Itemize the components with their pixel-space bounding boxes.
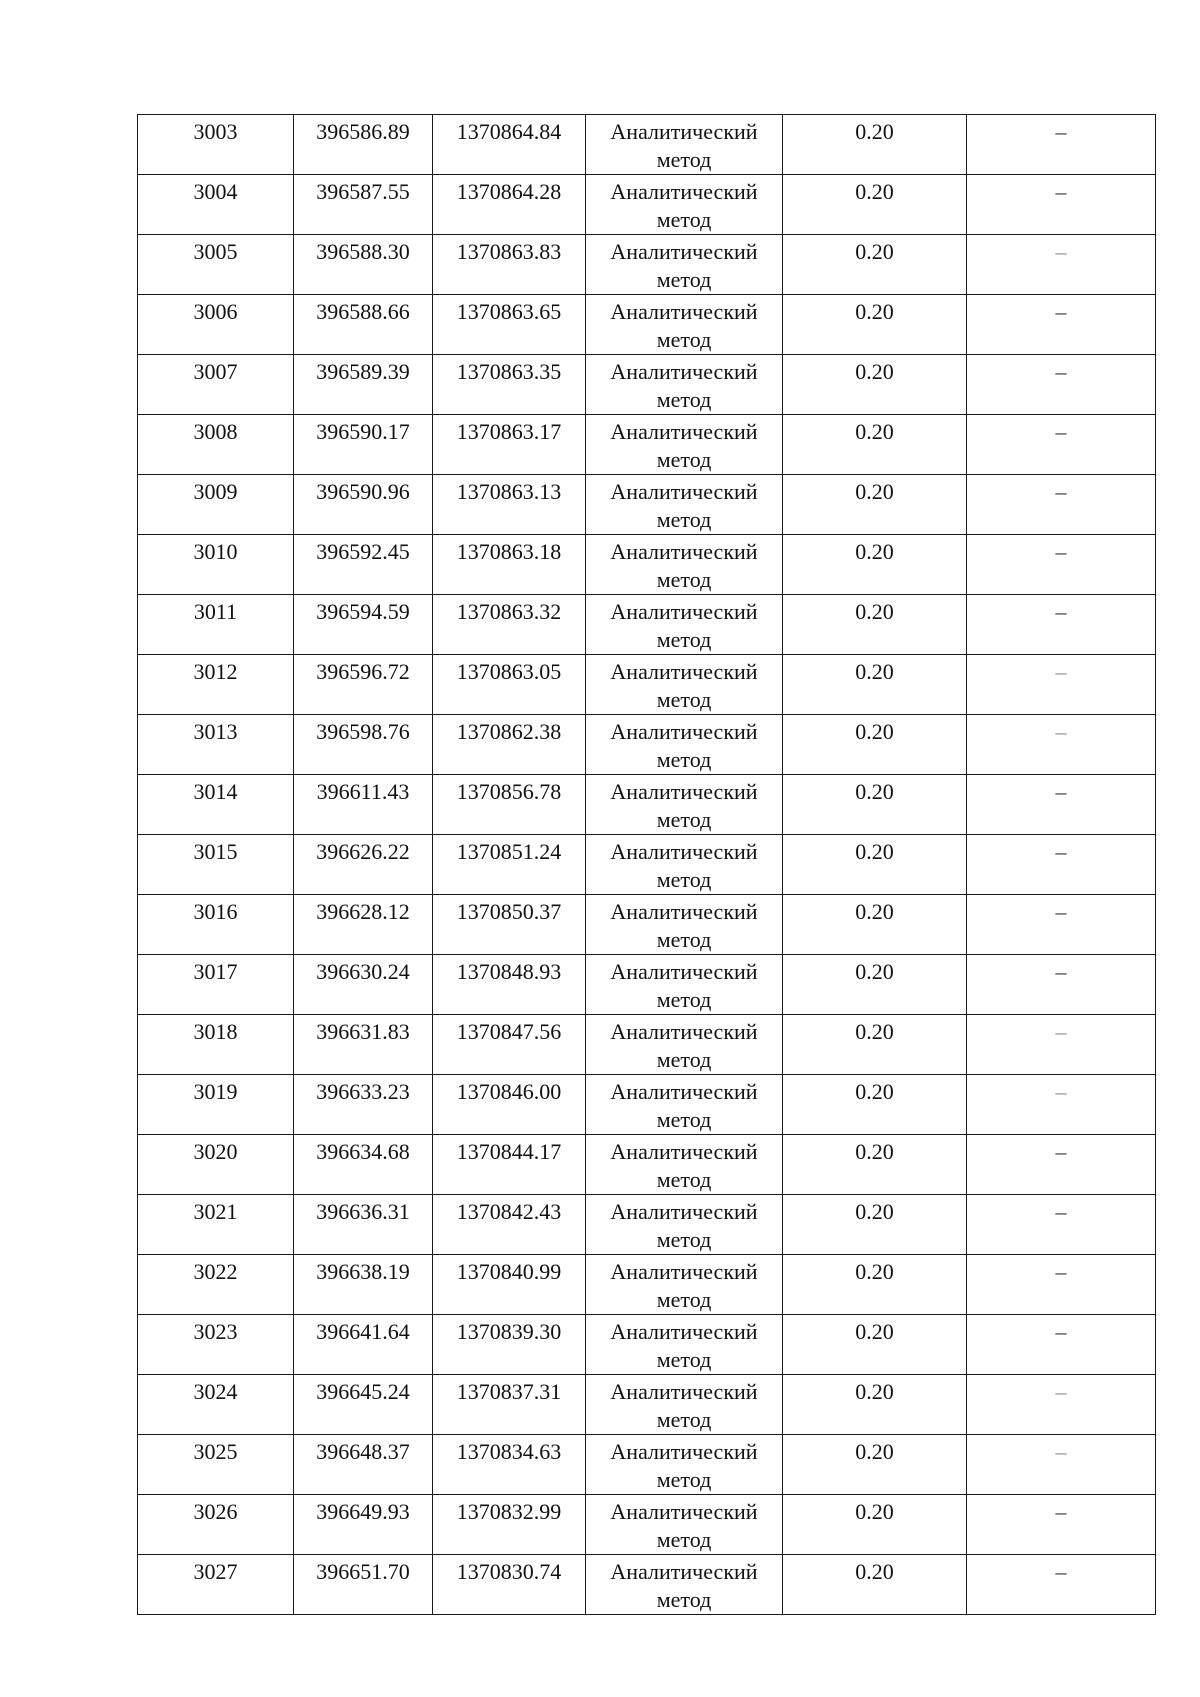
x-coordinate-cell: 396638.19 bbox=[294, 1255, 433, 1315]
x-coordinate-cell: 396634.68 bbox=[294, 1135, 433, 1195]
method-line-1: Аналитический bbox=[610, 119, 758, 144]
method-cell bbox=[586, 1135, 783, 1195]
point-number-cell: 3007 bbox=[138, 355, 294, 415]
note-cell: – bbox=[967, 1015, 1156, 1075]
precision-cell: 0.20 bbox=[783, 295, 967, 355]
method-line-2: метод bbox=[656, 747, 712, 772]
note-cell: – bbox=[967, 1315, 1156, 1375]
method-line-2: метод bbox=[656, 267, 712, 292]
point-number-cell: 3015 bbox=[138, 835, 294, 895]
table-row bbox=[138, 895, 1156, 955]
note-cell: – bbox=[967, 535, 1156, 595]
precision-cell: 0.20 bbox=[783, 1255, 967, 1315]
method-line-2: метод bbox=[656, 867, 712, 892]
method-line-1: Аналитический bbox=[610, 959, 758, 984]
method-cell bbox=[586, 1315, 783, 1375]
precision-cell: 0.20 bbox=[783, 715, 967, 775]
method-cell bbox=[586, 295, 783, 355]
y-coordinate-cell: 1370864.28 bbox=[433, 175, 586, 235]
method-line-1: Аналитический bbox=[610, 1019, 758, 1044]
method-line-2: метод bbox=[656, 1047, 712, 1072]
point-number-cell: 3008 bbox=[138, 415, 294, 475]
method-cell bbox=[586, 115, 783, 175]
precision-cell: 0.20 bbox=[783, 475, 967, 535]
precision-cell: 0.20 bbox=[783, 775, 967, 835]
x-coordinate-cell: 396598.76 bbox=[294, 715, 433, 775]
y-coordinate-cell: 1370863.05 bbox=[433, 655, 586, 715]
point-number-cell: 3024 bbox=[138, 1375, 294, 1435]
x-coordinate-cell: 396586.89 bbox=[294, 115, 433, 175]
y-coordinate-cell: 1370863.18 bbox=[433, 535, 586, 595]
y-coordinate-cell: 1370840.99 bbox=[433, 1255, 586, 1315]
table-row bbox=[138, 475, 1156, 535]
x-coordinate-cell: 396626.22 bbox=[294, 835, 433, 895]
table-row bbox=[138, 415, 1156, 475]
x-coordinate-cell: 396590.17 bbox=[294, 415, 433, 475]
precision-cell: 0.20 bbox=[783, 1555, 967, 1615]
x-coordinate-cell: 396636.31 bbox=[294, 1195, 433, 1255]
method-line-1: Аналитический bbox=[610, 779, 758, 804]
x-coordinate-cell: 396651.70 bbox=[294, 1555, 433, 1615]
y-coordinate-cell: 1370856.78 bbox=[433, 775, 586, 835]
point-number-cell: 3016 bbox=[138, 895, 294, 955]
precision-cell: 0.20 bbox=[783, 1435, 967, 1495]
note-cell: – bbox=[967, 475, 1156, 535]
x-coordinate-cell: 396588.66 bbox=[294, 295, 433, 355]
point-number-cell: 3025 bbox=[138, 1435, 294, 1495]
table-row bbox=[138, 1315, 1156, 1375]
precision-cell: 0.20 bbox=[783, 655, 967, 715]
method-line-1: Аналитический bbox=[610, 1139, 758, 1164]
point-number-cell: 3010 bbox=[138, 535, 294, 595]
note-cell: – bbox=[967, 235, 1156, 295]
note-cell: – bbox=[967, 895, 1156, 955]
point-number-cell: 3014 bbox=[138, 775, 294, 835]
method-cell bbox=[586, 1075, 783, 1135]
method-line-2: метод bbox=[656, 627, 712, 652]
y-coordinate-cell: 1370864.84 bbox=[433, 115, 586, 175]
y-coordinate-cell: 1370844.17 bbox=[433, 1135, 586, 1195]
x-coordinate-cell: 396645.24 bbox=[294, 1375, 433, 1435]
table-row bbox=[138, 235, 1156, 295]
point-number-cell: 3027 bbox=[138, 1555, 294, 1615]
note-cell: – bbox=[967, 595, 1156, 655]
table-row bbox=[138, 655, 1156, 715]
y-coordinate-cell: 1370847.56 bbox=[433, 1015, 586, 1075]
precision-cell: 0.20 bbox=[783, 955, 967, 1015]
note-cell: – bbox=[967, 175, 1156, 235]
method-line-2: метод bbox=[656, 1527, 712, 1552]
method-cell bbox=[586, 535, 783, 595]
note-cell: – bbox=[967, 295, 1156, 355]
y-coordinate-cell: 1370863.17 bbox=[433, 415, 586, 475]
method-cell bbox=[586, 775, 783, 835]
y-coordinate-cell: 1370839.30 bbox=[433, 1315, 586, 1375]
method-cell bbox=[586, 595, 783, 655]
note-cell: – bbox=[967, 1495, 1156, 1555]
x-coordinate-cell: 396588.30 bbox=[294, 235, 433, 295]
y-coordinate-cell: 1370846.00 bbox=[433, 1075, 586, 1135]
precision-cell: 0.20 bbox=[783, 1195, 967, 1255]
method-cell bbox=[586, 655, 783, 715]
method-line-1: Аналитический bbox=[610, 839, 758, 864]
point-number-cell: 3004 bbox=[138, 175, 294, 235]
x-coordinate-cell: 396648.37 bbox=[294, 1435, 433, 1495]
method-line-1: Аналитический bbox=[610, 1199, 758, 1224]
y-coordinate-cell: 1370851.24 bbox=[433, 835, 586, 895]
point-number-cell: 3013 bbox=[138, 715, 294, 775]
method-cell bbox=[586, 235, 783, 295]
method-line-1: Аналитический bbox=[610, 659, 758, 684]
precision-cell: 0.20 bbox=[783, 1135, 967, 1195]
point-number-cell: 3017 bbox=[138, 955, 294, 1015]
method-line-1: Аналитический bbox=[610, 1079, 758, 1104]
precision-cell: 0.20 bbox=[783, 1375, 967, 1435]
precision-cell: 0.20 bbox=[783, 175, 967, 235]
note-cell: – bbox=[967, 1435, 1156, 1495]
x-coordinate-cell: 396633.23 bbox=[294, 1075, 433, 1135]
note-cell: – bbox=[967, 1375, 1156, 1435]
method-cell bbox=[586, 835, 783, 895]
method-line-1: Аналитический bbox=[610, 539, 758, 564]
precision-cell: 0.20 bbox=[783, 1015, 967, 1075]
y-coordinate-cell: 1370837.31 bbox=[433, 1375, 586, 1435]
note-cell: – bbox=[967, 955, 1156, 1015]
point-number-cell: 3020 bbox=[138, 1135, 294, 1195]
method-line-2: метод bbox=[656, 807, 712, 832]
method-line-1: Аналитический bbox=[610, 719, 758, 744]
precision-cell: 0.20 bbox=[783, 895, 967, 955]
method-cell bbox=[586, 895, 783, 955]
point-number-cell: 3012 bbox=[138, 655, 294, 715]
method-line-2: метод bbox=[656, 327, 712, 352]
method-cell bbox=[586, 1195, 783, 1255]
method-line-1: Аналитический bbox=[610, 1499, 758, 1524]
note-cell: – bbox=[967, 775, 1156, 835]
y-coordinate-cell: 1370848.93 bbox=[433, 955, 586, 1015]
note-cell: – bbox=[967, 715, 1156, 775]
table-row bbox=[138, 355, 1156, 415]
table-row bbox=[138, 715, 1156, 775]
note-cell: – bbox=[967, 1255, 1156, 1315]
method-line-2: метод bbox=[656, 687, 712, 712]
precision-cell: 0.20 bbox=[783, 115, 967, 175]
method-line-2: метод bbox=[656, 387, 712, 412]
table-row bbox=[138, 1495, 1156, 1555]
method-line-2: метод bbox=[656, 1467, 712, 1492]
method-line-1: Аналитический bbox=[610, 1259, 758, 1284]
method-line-2: метод bbox=[656, 207, 712, 232]
method-line-2: метод bbox=[656, 987, 712, 1012]
method-cell bbox=[586, 1375, 783, 1435]
note-cell: – bbox=[967, 355, 1156, 415]
note-cell: – bbox=[967, 835, 1156, 895]
table-row bbox=[138, 1375, 1156, 1435]
method-line-2: метод bbox=[656, 507, 712, 532]
coordinates-table-body bbox=[138, 115, 1156, 1615]
y-coordinate-cell: 1370862.38 bbox=[433, 715, 586, 775]
table-row bbox=[138, 1135, 1156, 1195]
method-line-1: Аналитический bbox=[610, 479, 758, 504]
x-coordinate-cell: 396587.55 bbox=[294, 175, 433, 235]
note-cell: – bbox=[967, 1195, 1156, 1255]
note-cell: – bbox=[967, 1135, 1156, 1195]
precision-cell: 0.20 bbox=[783, 835, 967, 895]
table-row bbox=[138, 175, 1156, 235]
x-coordinate-cell: 396594.59 bbox=[294, 595, 433, 655]
precision-cell: 0.20 bbox=[783, 1315, 967, 1375]
x-coordinate-cell: 396630.24 bbox=[294, 955, 433, 1015]
note-cell: – bbox=[967, 1555, 1156, 1615]
method-line-2: метод bbox=[656, 1587, 712, 1612]
x-coordinate-cell: 396589.39 bbox=[294, 355, 433, 415]
x-coordinate-cell: 396590.96 bbox=[294, 475, 433, 535]
y-coordinate-cell: 1370842.43 bbox=[433, 1195, 586, 1255]
table-row bbox=[138, 595, 1156, 655]
method-line-1: Аналитический bbox=[610, 1379, 758, 1404]
y-coordinate-cell: 1370863.32 bbox=[433, 595, 586, 655]
method-cell bbox=[586, 1255, 783, 1315]
method-line-2: метод bbox=[656, 1407, 712, 1432]
point-number-cell: 3023 bbox=[138, 1315, 294, 1375]
point-number-cell: 3021 bbox=[138, 1195, 294, 1255]
y-coordinate-cell: 1370834.63 bbox=[433, 1435, 586, 1495]
note-cell: – bbox=[967, 655, 1156, 715]
point-number-cell: 3011 bbox=[138, 595, 294, 655]
table-row bbox=[138, 1075, 1156, 1135]
method-line-1: Аналитический bbox=[610, 239, 758, 264]
y-coordinate-cell: 1370830.74 bbox=[433, 1555, 586, 1615]
table-row bbox=[138, 1255, 1156, 1315]
method-line-2: метод bbox=[656, 1107, 712, 1132]
point-number-cell: 3003 bbox=[138, 115, 294, 175]
method-cell bbox=[586, 715, 783, 775]
method-cell bbox=[586, 475, 783, 535]
precision-cell: 0.20 bbox=[783, 235, 967, 295]
method-cell bbox=[586, 355, 783, 415]
x-coordinate-cell: 396628.12 bbox=[294, 895, 433, 955]
method-line-1: Аналитический bbox=[610, 419, 758, 444]
precision-cell: 0.20 bbox=[783, 415, 967, 475]
method-cell bbox=[586, 415, 783, 475]
point-number-cell: 3005 bbox=[138, 235, 294, 295]
precision-cell: 0.20 bbox=[783, 595, 967, 655]
y-coordinate-cell: 1370863.83 bbox=[433, 235, 586, 295]
y-coordinate-cell: 1370863.13 bbox=[433, 475, 586, 535]
method-cell bbox=[586, 1495, 783, 1555]
method-cell bbox=[586, 1555, 783, 1615]
y-coordinate-cell: 1370863.35 bbox=[433, 355, 586, 415]
note-cell: – bbox=[967, 415, 1156, 475]
note-cell: – bbox=[967, 1075, 1156, 1135]
method-line-1: Аналитический bbox=[610, 1559, 758, 1584]
point-number-cell: 3009 bbox=[138, 475, 294, 535]
table-row bbox=[138, 1555, 1156, 1615]
table-row bbox=[138, 1195, 1156, 1255]
precision-cell: 0.20 bbox=[783, 535, 967, 595]
method-line-2: метод bbox=[656, 927, 712, 952]
x-coordinate-cell: 396649.93 bbox=[294, 1495, 433, 1555]
method-cell bbox=[586, 955, 783, 1015]
x-coordinate-cell: 396611.43 bbox=[294, 775, 433, 835]
point-number-cell: 3006 bbox=[138, 295, 294, 355]
x-coordinate-cell: 396641.64 bbox=[294, 1315, 433, 1375]
table-row bbox=[138, 295, 1156, 355]
method-line-1: Аналитический bbox=[610, 1439, 758, 1464]
table-row bbox=[138, 535, 1156, 595]
method-line-2: метод bbox=[656, 1347, 712, 1372]
x-coordinate-cell: 396596.72 bbox=[294, 655, 433, 715]
method-line-2: метод bbox=[656, 147, 712, 172]
method-line-2: метод bbox=[656, 1287, 712, 1312]
table-row bbox=[138, 775, 1156, 835]
table-row bbox=[138, 835, 1156, 895]
table-row bbox=[138, 115, 1156, 175]
method-line-1: Аналитический bbox=[610, 299, 758, 324]
note-cell: – bbox=[967, 115, 1156, 175]
method-line-1: Аналитический bbox=[610, 359, 758, 384]
method-cell bbox=[586, 1435, 783, 1495]
point-number-cell: 3018 bbox=[138, 1015, 294, 1075]
method-cell bbox=[586, 175, 783, 235]
coordinates-table bbox=[137, 114, 1156, 1615]
method-line-1: Аналитический bbox=[610, 599, 758, 624]
point-number-cell: 3019 bbox=[138, 1075, 294, 1135]
table-row bbox=[138, 955, 1156, 1015]
method-cell bbox=[586, 1015, 783, 1075]
table-row bbox=[138, 1435, 1156, 1495]
method-line-1: Аналитический bbox=[610, 179, 758, 204]
x-coordinate-cell: 396592.45 bbox=[294, 535, 433, 595]
y-coordinate-cell: 1370850.37 bbox=[433, 895, 586, 955]
method-line-2: метод bbox=[656, 1227, 712, 1252]
precision-cell: 0.20 bbox=[783, 355, 967, 415]
method-line-2: метод bbox=[656, 447, 712, 472]
method-line-2: метод bbox=[656, 567, 712, 592]
precision-cell: 0.20 bbox=[783, 1075, 967, 1135]
point-number-cell: 3022 bbox=[138, 1255, 294, 1315]
point-number-cell: 3026 bbox=[138, 1495, 294, 1555]
y-coordinate-cell: 1370832.99 bbox=[433, 1495, 586, 1555]
method-line-2: метод bbox=[656, 1167, 712, 1192]
y-coordinate-cell: 1370863.65 bbox=[433, 295, 586, 355]
method-line-1: Аналитический bbox=[610, 899, 758, 924]
precision-cell: 0.20 bbox=[783, 1495, 967, 1555]
x-coordinate-cell: 396631.83 bbox=[294, 1015, 433, 1075]
table-row bbox=[138, 1015, 1156, 1075]
method-line-1: Аналитический bbox=[610, 1319, 758, 1344]
